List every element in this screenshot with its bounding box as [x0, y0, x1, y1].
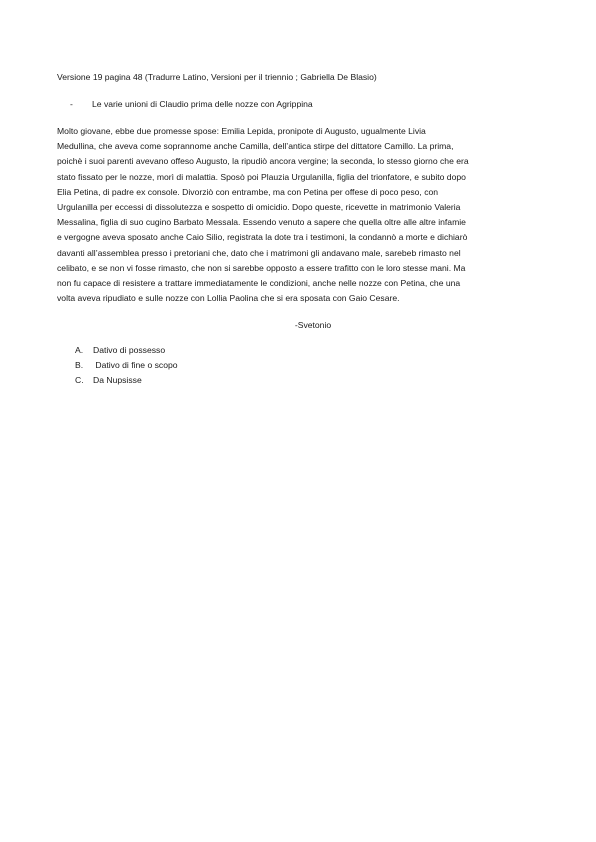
topic-text: Le varie unioni di Claudio prima delle nozze con Agrippina	[92, 99, 313, 109]
option-text: Da Nupsisse	[93, 375, 142, 386]
body-line: stato fissato per le nozze, morì di malattia. Sposò poi Plauzia Urgulanilla, figlia del trionfatore, e subito dopo	[57, 171, 466, 182]
option-item	[75, 373, 475, 388]
option-letter: A.	[75, 345, 84, 355]
body-line: non fu capace di resistere a trattare immediatamente le condizioni, anche nelle nozze con Petina, che una	[57, 278, 461, 289]
option-item	[75, 343, 475, 358]
body-line: e vergogne aveva sposato anche Caio Silio, registrata la dote tra i testimoni, la condannò a morte e dichiarò	[57, 232, 468, 243]
option-text: Dativo di possesso	[93, 345, 166, 355]
body-line: poichè i suoi parenti avevano offeso Augusto, la ripudiò ancora vergine; la seconda, lo stesso giorno che era	[57, 156, 469, 167]
option-text: Dativo di fine o scopo	[93, 360, 178, 371]
body-line: volta aveva ripudiato e sulle nozze con Lollia Paolina che si era sposata con Gaio Cesare.	[57, 293, 400, 304]
topic-list-item	[70, 97, 536, 112]
body-line: Elia Petina, di padre ex console. Divorziò con entrambe, ma con Petina per offese di poco peso, con	[57, 186, 439, 197]
dash-marker: -	[70, 99, 73, 109]
option-item	[75, 358, 475, 373]
body-line: Messalina, figlia di suo cugino Barbato Messala. Essendo venuto a sapere che quella oltre alle altre infamie	[57, 217, 466, 228]
body-line: Urgulanilla per eccessi di dissolutezza e sospetto di omicidio. Dopo queste, ricevette in matrimonio Valeria	[57, 202, 461, 213]
body-paragraph	[57, 124, 541, 306]
options-list	[75, 343, 475, 389]
author-attribution: -Svetonio	[294, 320, 332, 330]
option-letter: B.	[75, 360, 84, 371]
document-header: Versione 19 pagina 48 (Tradurre Latino, Versioni per il triennio ; Gabriella De Blasio)	[57, 72, 377, 82]
body-line: Molto giovane, ebbe due promesse spose: Emilia Lepida, pronipote di Augusto, ugualmente Livia	[57, 126, 426, 136]
body-line: davanti all’assemblea presso i pretoriani che, dato che i matrimoni gli andavano male, sarebeb rimasto nel	[57, 247, 461, 258]
option-letter: C.	[75, 375, 84, 386]
body-line: Medullina, che aveva come soprannome anche Camilla, dell’antica stirpe del dittatore Camillo. La prima,	[57, 141, 454, 152]
body-line: celibato, e se non vi fosse rimasto, che non si sarebbe opposto a essere trafitto con le loro stesse mani. Ma	[57, 262, 466, 273]
